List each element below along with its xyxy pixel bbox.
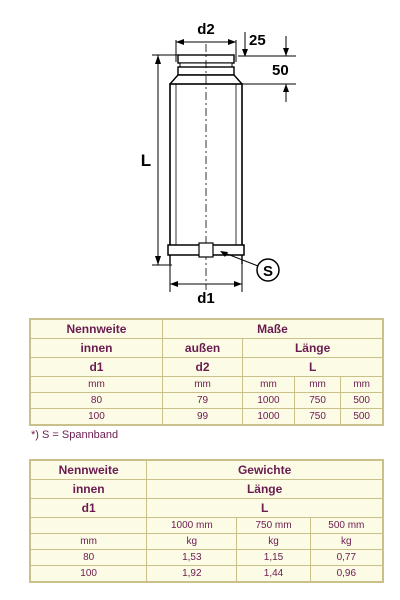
- empty-cell: [31, 518, 146, 533]
- L-arrow-top: [155, 55, 161, 64]
- table-row: [31, 566, 382, 581]
- table-cell: 500: [341, 409, 382, 424]
- d2-arrow-right: [228, 39, 236, 45]
- d2-label: d2: [197, 21, 215, 38]
- table-cell: 79: [163, 393, 242, 408]
- unit-cell: mm: [31, 534, 146, 549]
- d1-arrow-right: [234, 281, 242, 287]
- table-row: [31, 320, 382, 338]
- L-label: L: [140, 151, 152, 170]
- dim-50-label: 50: [272, 62, 289, 79]
- lengths-row: [31, 518, 382, 533]
- footnote: *) S = Spannband: [31, 429, 119, 441]
- header-L: L: [147, 499, 382, 517]
- table-cell: 99: [163, 409, 242, 424]
- header-innen: innen: [31, 480, 146, 498]
- length-cell: 1000 mm: [147, 518, 236, 533]
- unit-cell: mm: [341, 377, 382, 392]
- table-cell: 1,44: [237, 566, 309, 581]
- header-gewichte: Gewichte: [147, 461, 382, 479]
- header-laenge: Länge: [147, 480, 382, 498]
- table-cell: 80: [31, 550, 146, 565]
- dim-25-label: 25: [249, 32, 266, 49]
- table-row: [31, 393, 382, 408]
- s-callout-label: S: [262, 263, 274, 280]
- unit-cell: kg: [147, 534, 236, 549]
- table-cell: 1,53: [147, 550, 236, 565]
- table-cell: 100: [31, 566, 146, 581]
- table-row: [31, 499, 382, 517]
- d1-label: d1: [197, 290, 215, 307]
- table-cell: 0,96: [311, 566, 382, 581]
- table-row: [31, 409, 382, 424]
- header-masse: Maße: [163, 320, 382, 338]
- table-cell: 1,15: [237, 550, 309, 565]
- table-cell: 750: [295, 393, 341, 408]
- dimensions-table: [29, 318, 384, 426]
- table-row: [31, 339, 382, 357]
- length-cell: 750 mm: [237, 518, 309, 533]
- dim-50-arrow-top: [283, 48, 289, 56]
- table-row: [31, 461, 382, 479]
- length-cell: 500 mm: [311, 518, 382, 533]
- table-row: [31, 550, 382, 565]
- header-nennweite: Nennweite: [31, 320, 162, 338]
- header-L: L: [243, 358, 382, 376]
- table-cell: 0,77: [311, 550, 382, 565]
- header-d2: d2: [163, 358, 242, 376]
- d2-arrow-left: [176, 39, 184, 45]
- table-cell: 1000: [243, 393, 294, 408]
- d1-arrow-left: [170, 281, 178, 287]
- table-row: [31, 480, 382, 498]
- unit-cell: mm: [31, 377, 162, 392]
- unit-cell: mm: [295, 377, 341, 392]
- header-d1: d1: [31, 358, 162, 376]
- unit-cell: kg: [237, 534, 309, 549]
- header-aussen: außen: [163, 339, 242, 357]
- table-cell: 500: [341, 393, 382, 408]
- table-cell: 1,92: [147, 566, 236, 581]
- clamp-lock: [199, 243, 213, 257]
- table-row: [31, 358, 382, 376]
- table-cell: 1000: [243, 409, 294, 424]
- weights-table: [29, 459, 384, 583]
- dim-50-arrow-bottom: [283, 84, 289, 92]
- units-row: [31, 534, 382, 549]
- header-laenge: Länge: [243, 339, 382, 357]
- L-arrow-bottom: [155, 256, 161, 265]
- header-d1: d1: [31, 499, 146, 517]
- header-nennweite: Nennweite: [31, 461, 146, 479]
- header-innen: innen: [31, 339, 162, 357]
- table-cell: 100: [31, 409, 162, 424]
- unit-cell: kg: [311, 534, 382, 549]
- table-cell: 750: [295, 409, 341, 424]
- unit-cell: mm: [163, 377, 242, 392]
- table-cell: 80: [31, 393, 162, 408]
- units-row: [31, 377, 382, 392]
- unit-cell: mm: [243, 377, 294, 392]
